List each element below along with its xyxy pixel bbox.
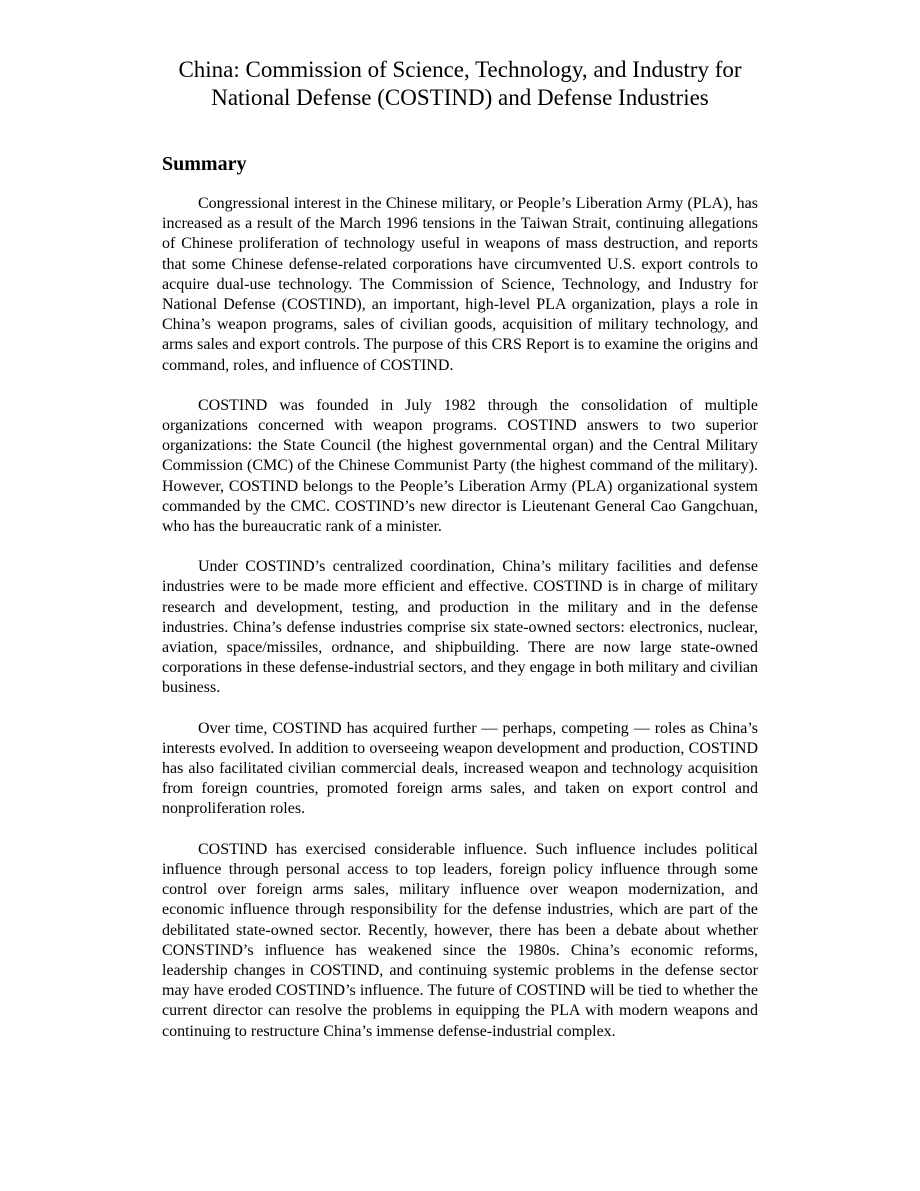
title-line-1: China: Commission of Science, Technology, and Industry for — [178, 57, 742, 82]
summary-paragraph-5: COSTIND has exercised considerable influence. Such influence includes political influence through personal access to top leaders, foreign policy influence through some control over foreign arms sales, military influence over weapon modernization, and economic influence through responsibility for the defense industries, which are part of the debilitated state-owned sector. Recently, however, there has been a debate about whether CONSTIND’s influence has weakened since the 1980s. China’s economic reforms, leadership changes in COSTIND, and continuing systemic problems in the defense sector may have eroded COSTIND’s influence. The future of COSTIND will be tied to whether the current director can resolve the problems in equipping the PLA with modern weapons and continuing to restructure China’s immense defense-industrial complex. — [162, 840, 758, 1040]
document-page — [162, 56, 758, 1042]
title-line-2: National Defense (COSTIND) and Defense Industries — [211, 85, 709, 110]
summary-paragraph-2: COSTIND was founded in July 1982 through the consolidation of multiple organizations concerned with weapon programs. COSTIND answers to two superior organizations: the State Council (the highest governmental organ) and the Central Military Commission (CMC) of the Chinese Communist Party (the highest command of the military). However, COSTIND belongs to the People’s Liberation Army (PLA) organizational system commanded by the CMC. COSTIND’s new director is Lieutenant General Cao Gangchuan, who has the bureaucratic rank of a minister. — [162, 396, 758, 536]
summary-heading: Summary — [162, 153, 247, 175]
summary-paragraph-3: Under COSTIND’s centralized coordination, China’s military facilities and defense industries were to be made more efficient and effective. COSTIND is in charge of military research and development, testing, and production in the military and in the defense industries. China’s defense industries comprise six state-owned sectors: electronics, nuclear, aviation, space/missiles, ordnance, and shipbuilding. There are now large state-owned corporations in these defense-industrial sectors, and they engage in both military and civilian business. — [162, 558, 758, 697]
summary-paragraph-4: Over time, COSTIND has acquired further — perhaps, competing — roles as China’s interests evolved. In addition to overseeing weapon development and production, COSTIND has also facilitated civilian commercial deals, increased weapon and technology acquisition from foreign countries, promoted foreign arms sales, and taken on export control and nonproliferation roles. — [162, 719, 758, 818]
document-title — [162, 56, 758, 112]
summary-paragraph-1: Congressional interest in the Chinese military, or People’s Liberation Army (PLA), has increased as a result of the March 1996 tensions in the Taiwan Strait, continuing allegations of Chinese proliferation of technology useful in weapons of mass destruction, and reports that some Chinese defense-related corporations have circumvented U.S. export controls to acquire dual-use technology. The Commission of Science, Technology, and Industry for National Defense (COSTIND), an important, high-level PLA organization, plays a role in China’s weapon programs, sales of civilian goods, acquisition of military technology, and arms sales and export controls. The purpose of this CRS Report is to examine the origins and command, roles, and influence of COSTIND. — [162, 195, 758, 374]
